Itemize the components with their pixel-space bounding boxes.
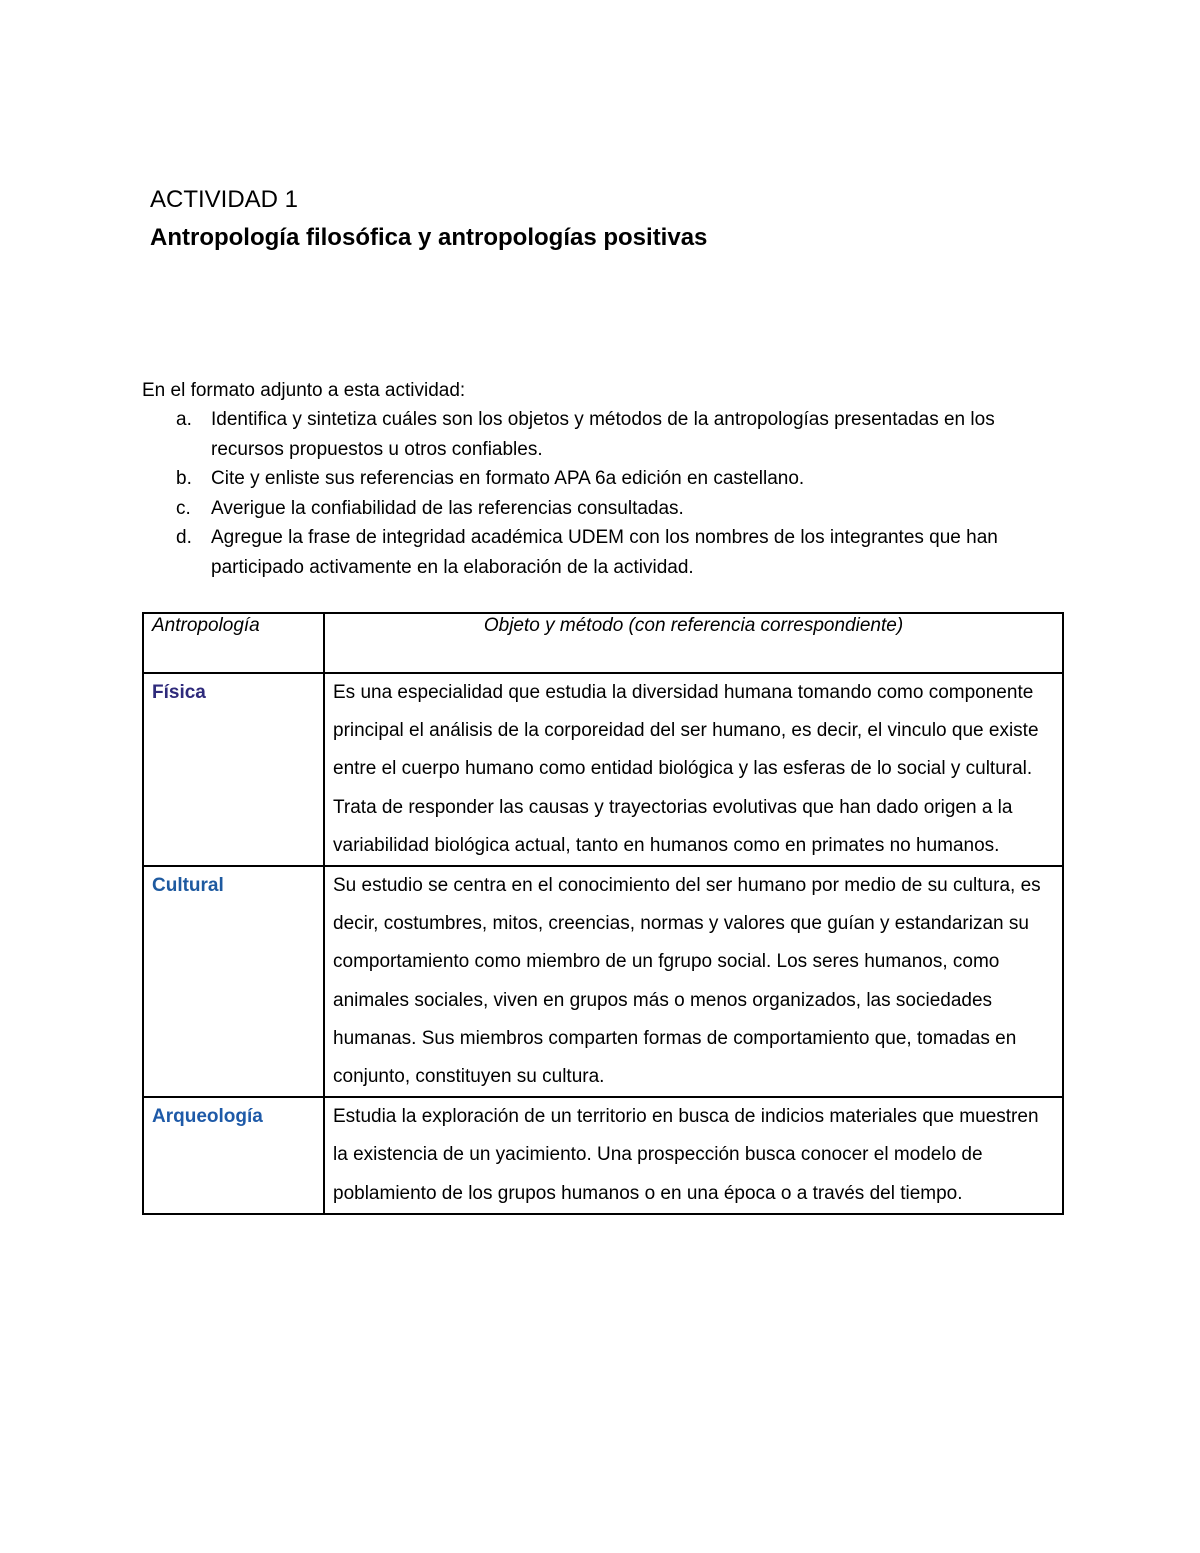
table-row bbox=[143, 673, 1063, 866]
task-list bbox=[142, 405, 1062, 582]
document-subtitle: Antropología filosófica y antropologías positivas bbox=[150, 224, 708, 251]
row-label-fisica: Física bbox=[152, 682, 206, 703]
task-item bbox=[142, 494, 1062, 524]
task-text: Identifica y sintetiza cuáles son los objetos y métodos de la antropologías presentadas en los recursos propuestos u otros confiables. bbox=[211, 409, 995, 460]
task-item bbox=[142, 523, 1062, 582]
document-title: ACTIVIDAD 1 bbox=[150, 186, 299, 213]
task-marker: d. bbox=[176, 527, 192, 548]
task-marker: a. bbox=[176, 409, 192, 430]
table-row bbox=[143, 1097, 1063, 1214]
task-text: Agregue la frase de integridad académica UDEM con los nombres de los integrantes que han participado activamente en la elaboración de la actividad. bbox=[211, 527, 998, 578]
row-label-cell bbox=[143, 1097, 324, 1214]
row-text-cell: Su estudio se centra en el conocimiento del ser humano por medio de su cultura, es decir, costumbres, mitos, creencias, normas y valores que guían y estandarizan su comportamiento como miembro de un fgrupo social. Los seres humanos, como animales sociales, viven en grupos más o menos organizados, las sociedades humanas. Sus miembros comparten formas de comportamiento que, tomadas en conjunto, constituyen su cultura. bbox=[324, 866, 1063, 1097]
row-text-cell: Estudia la exploración de un territorio en busca de indicios materiales que muestren la existencia de un yacimiento. Una prospección busca conocer el modelo de poblamiento de los grupos humanos o en una época o a través del tiempo. bbox=[324, 1097, 1063, 1214]
row-label-cell bbox=[143, 866, 324, 1097]
row-text-cell: Es una especialidad que estudia la diversidad humana tomando como componente principal el análisis de la corporeidad del ser humano, es decir, el vinculo que existe entre el cuerpo humano como entidad biológica y las esferas de lo social y cultural. Trata de responder las causas y trayectorias evolutivas que han dado origen a la variabilidad biológica actual, tanto en humanos como en primates no humanos. bbox=[324, 673, 1063, 866]
task-marker: b. bbox=[176, 468, 192, 489]
task-text: Cite y enliste sus referencias en formato APA 6a edición en castellano. bbox=[211, 468, 805, 489]
row-label-cultural: Cultural bbox=[152, 875, 224, 897]
task-text: Averigue la confiabilidad de las referencias consultadas. bbox=[211, 497, 684, 519]
intro-paragraph: En el formato adjunto a esta actividad: bbox=[142, 380, 466, 401]
anthropology-table bbox=[142, 612, 1064, 1215]
header-antropologia: Antropología bbox=[143, 613, 324, 673]
row-label-arqueologia: Arqueología bbox=[152, 1106, 263, 1128]
row-label-cell bbox=[143, 673, 324, 866]
table-header-row bbox=[143, 613, 1063, 673]
table-row bbox=[143, 866, 1063, 1097]
task-marker: c. bbox=[176, 497, 191, 519]
task-item bbox=[142, 405, 1062, 464]
task-item bbox=[142, 464, 1062, 494]
header-objeto-metodo: Objeto y método (con referencia correspondiente) bbox=[324, 613, 1063, 673]
